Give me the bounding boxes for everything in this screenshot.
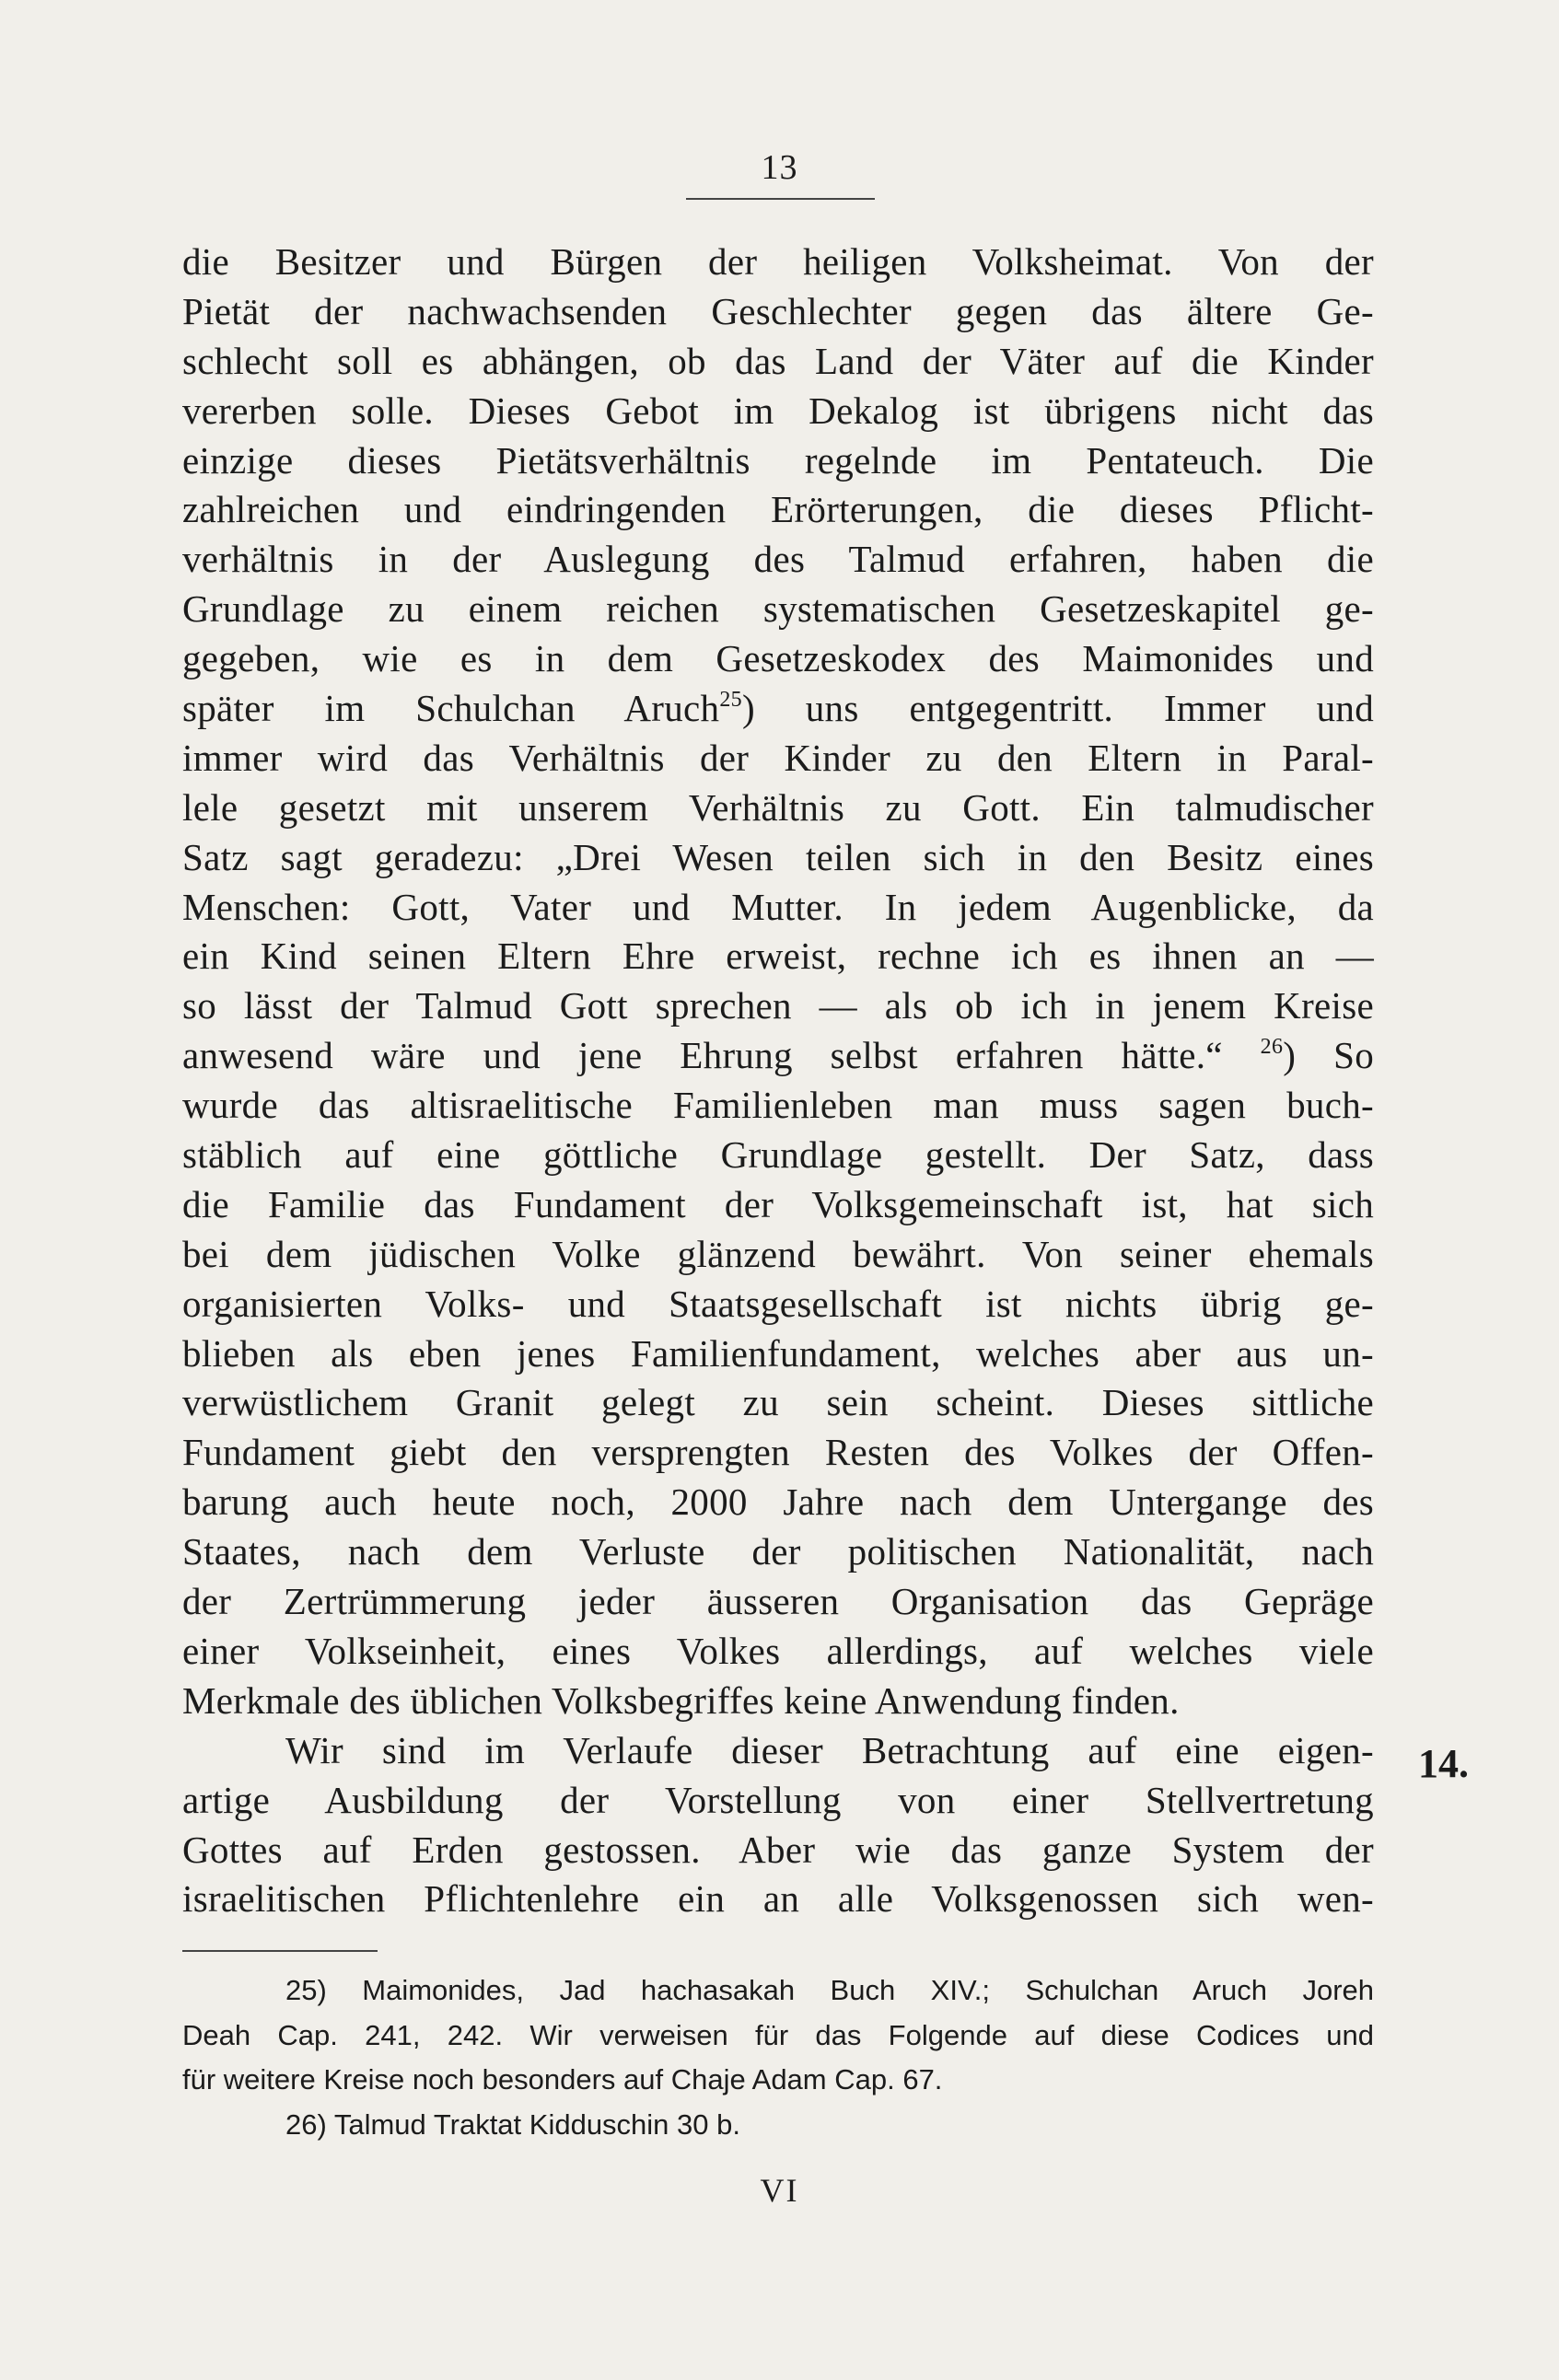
body-line: die Besitzer und Bürgen der heiligen Volksheimat. Von der (182, 240, 1374, 283)
body-line: ein Kind seinen Eltern Ehre erweist, rechne ich es ihnen an — (182, 935, 1374, 978)
body-line: verwüstlichem Granit gelegt zu sein scheint. Dieses sittliche (182, 1381, 1374, 1424)
footnotes (182, 1968, 1374, 2147)
body-line: Fundament giebt den versprengten Resten des Volkes der Offen- (182, 1431, 1374, 1474)
footnote-line: für weitere Kreise noch besonders auf Chaje Adam Cap. 67. (182, 2063, 943, 2096)
footnote-reference: 25 (719, 688, 742, 713)
body-line: die Familie das Fundament der Volksgemeinschaft ist, hat sich (182, 1182, 1374, 1225)
footnote-rule (182, 1950, 378, 1952)
body-line: Staates, nach dem Verluste der politischen Nationalität, nach (182, 1530, 1374, 1573)
body-line: vererben solle. Dieses Gebot im Dekalog ist übrigens nicht das (182, 389, 1374, 432)
footnote-reference: 26 (1260, 1035, 1284, 1060)
line-text: anwesend wäre und jene Ehrung selbst erfahren hätte.“ (182, 1034, 1261, 1077)
body-line (182, 1031, 1374, 1081)
body-line: stäblich auf eine göttliche Grundlage gestellt. Der Satz, dass (182, 1133, 1374, 1177)
body-line: der Zertrümmerung jeder äusseren Organisation das Gepräge (182, 1580, 1374, 1623)
line-text: ) uns entgegentritt. Immer und (741, 687, 1374, 730)
header-rule (686, 198, 875, 200)
body-line: israelitischen Pflichtenlehre ein an alle Volksgenossen sich wen- (182, 1877, 1374, 1921)
footnote-line: 25) Maimonides, Jad hachasakah Buch XIV.; Schulchan Aruch Joreh (285, 1974, 1374, 2006)
signature-mark: VI (760, 2172, 799, 2209)
body-line: Gottes auf Erden gestossen. Aber wie das ganze System der (182, 1828, 1374, 1871)
body-line: bei dem jüdischen Volke glänzend bewährt. Von seiner ehemals (182, 1232, 1374, 1275)
body-line: Pietät der nachwachsenden Geschlechter gegen das ältere Ge- (182, 289, 1374, 332)
body-line: verhältnis in der Auslegung des Talmud erfahren, haben die (182, 538, 1374, 581)
line-text: später im Schulchan Aruch (182, 687, 720, 730)
page-number: 13 (761, 148, 798, 187)
body-line: zahlreichen und eindringenden Erörterungen, die dieses Pflicht- (182, 488, 1374, 531)
body-line: lele gesetzt mit unserem Verhältnis zu Gott. Ein talmudischer (182, 785, 1374, 829)
body-line: barung auch heute noch, 2000 Jahre nach dem Untergange des (182, 1480, 1374, 1524)
line-text: ) So (1283, 1034, 1374, 1077)
body-line: so lässt der Talmud Gott sprechen — als ob ich in jenem Kreise (182, 984, 1374, 1027)
body-line: blieben als eben jenes Familienfundament, welches aber aus un- (182, 1331, 1374, 1375)
body-line: immer wird das Verhältnis der Kinder zu den Eltern in Paral- (182, 736, 1374, 779)
body-line: gegeben, wie es in dem Gesetzeskodex des Maimonides und (182, 637, 1374, 680)
body-line: schlecht soll es abhängen, ob das Land der Väter auf die Kinder (182, 339, 1374, 382)
body-line: Merkmale des üblichen Volksbegriffes keine Anwendung finden. (182, 1678, 1180, 1722)
body-line (182, 684, 1374, 734)
body-line: artige Ausbildung der Vorstellung von einer Stellvertretung (182, 1778, 1374, 1821)
body-text (182, 238, 1374, 1924)
body-line: organisierten Volks- und Staatsgesellschaft ist nichts übrig ge- (182, 1282, 1374, 1325)
body-line: einer Volkseinheit, eines Volkes allerdings, auf welches viele (182, 1629, 1374, 1672)
footnote-line: Deah Cap. 241, 242. Wir verweisen für das Folgende auf diese Codices und (182, 2018, 1374, 2051)
body-line: wurde das altisraelitische Familienleben man muss sagen buch- (182, 1084, 1374, 1127)
body-line: Grundlage zu einem reichen systematischen Gesetzeskapitel ge- (182, 587, 1374, 631)
body-line: Wir sind im Verlaufe dieser Betrachtung auf eine eigen- (285, 1728, 1374, 1771)
body-line: einzige dieses Pietätsverhältnis regelnde im Pentateuch. Die (182, 438, 1374, 482)
footnote-line: 26) Talmud Traktat Kidduschin 30 b. (285, 2107, 740, 2141)
margin-section-number: 14. (1418, 1741, 1469, 1786)
body-line: Satz sagt geradezu: „Drei Wesen teilen sich in den Besitz eines (182, 835, 1374, 878)
body-line: Menschen: Gott, Vater und Mutter. In jedem Augenblicke, da (182, 885, 1374, 928)
